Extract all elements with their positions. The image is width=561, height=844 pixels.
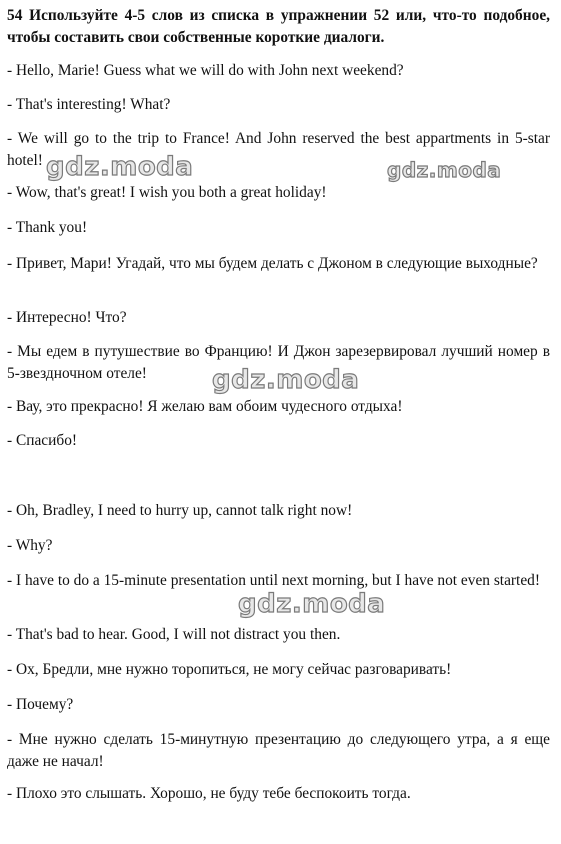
dialogue-line: - That's interesting! What?	[7, 96, 171, 113]
dialogue-line: - Ох, Бредли, мне нужно торопиться, не могу сейчас разговаривать!	[7, 661, 452, 678]
dialogue-line: - We will go to the trip to France! And John reserved the best appartments in 5-star hotel!	[7, 130, 550, 169]
watermark: gdz.moda	[238, 589, 386, 619]
dialogue-line: - Why?	[7, 537, 53, 554]
dialogue-line: - Вау, это прекрасно! Я желаю вам обоим чудесного отдыха!	[7, 398, 403, 415]
dialogue-line: - Thank you!	[7, 219, 88, 236]
watermark: gdz.moda	[212, 365, 360, 395]
dialogue-line: - Oh, Bradley, I need to hurry up, cannot talk right now!	[7, 502, 353, 519]
watermark: gdz.moda	[46, 152, 194, 182]
dialogue-line: - Hello, Marie! Guess what we will do with John next weekend?	[7, 62, 404, 79]
dialogue-line: - Мне нужно сделать 15-минутную презентацию до следующего утра, а я еще даже не начал!	[7, 731, 550, 770]
dialogue-line: - Wow, that's great! I wish you both a great holiday!	[7, 184, 327, 201]
exercise-heading: 54 Используйте 4-5 слов из списка в упражнении 52 или, что-то подобное, чтобы составить свои собственные короткие диалоги.	[7, 7, 550, 46]
dialogue-line: - I have to do a 15-minute presentation until next morning, but I have not even started!	[7, 572, 540, 589]
dialogue-line: - Мы едем в путушествие во Францию! И Джон зарезервировал лучший номер в 5-звездночном отеле!	[7, 343, 550, 382]
dialogue-line: - Плохо это слышать. Хорошо, не буду тебе беспокоить тогда.	[7, 785, 411, 802]
dialogue-line: - Привет, Мари! Угадай, что мы будем делать с Джоном в следующие выходные?	[7, 255, 538, 272]
dialogue-line: - Почему?	[7, 696, 74, 713]
dialogue-line: - Интересно! Что?	[7, 309, 127, 326]
dialogue-line: - That's bad to hear. Good, I will not distract you then.	[7, 626, 341, 643]
watermark: gdz.moda	[387, 158, 502, 182]
dialogue-line: - Спасибо!	[7, 432, 78, 449]
